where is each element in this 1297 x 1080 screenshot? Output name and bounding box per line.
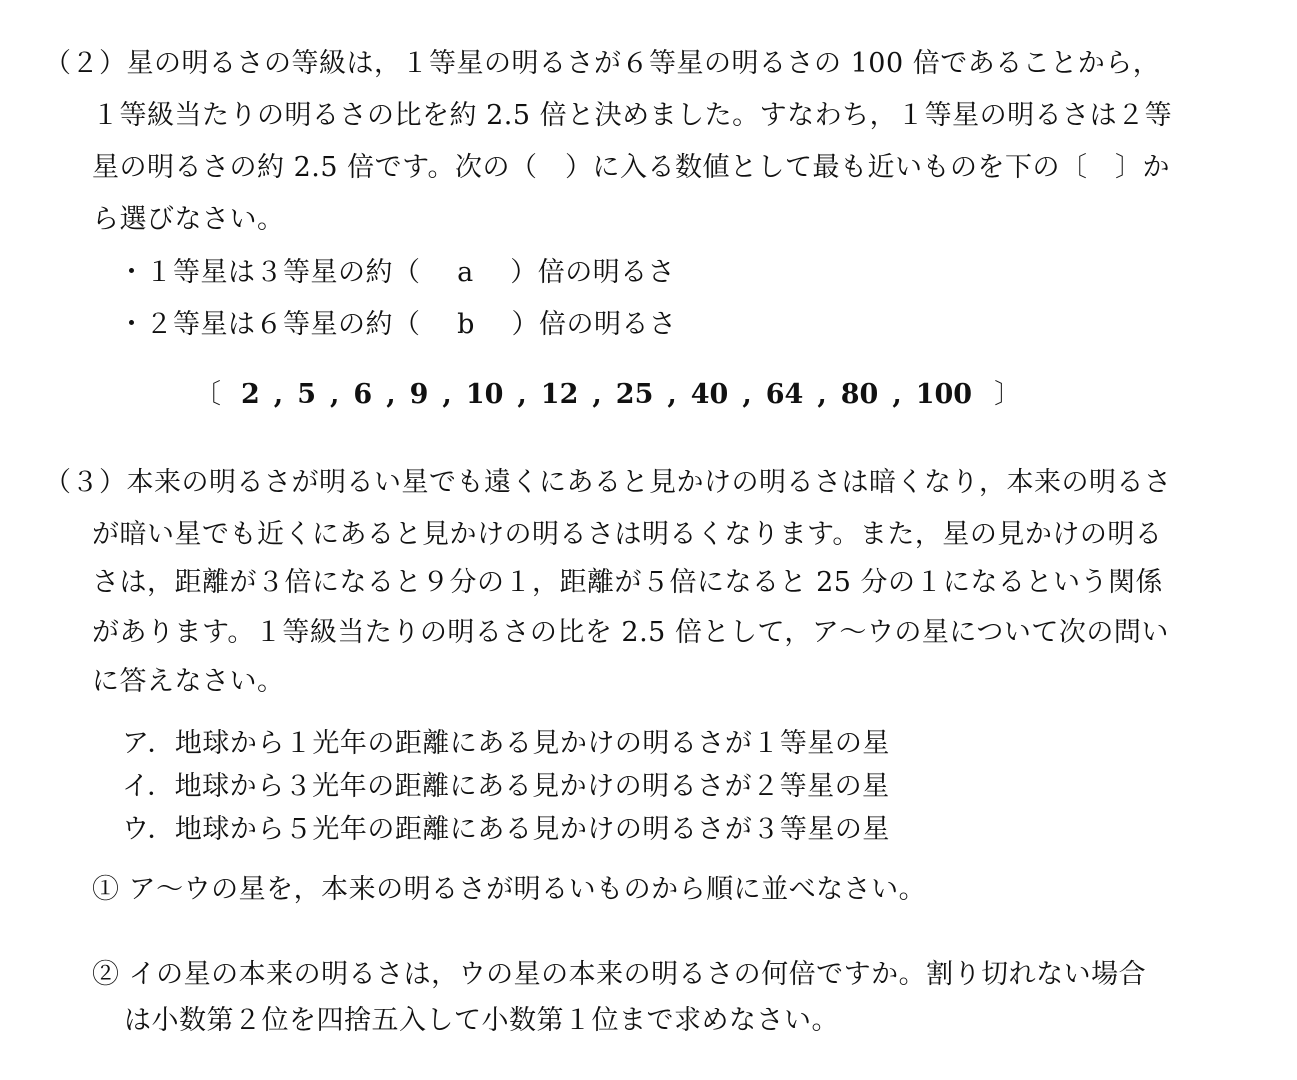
q2-line-1: （２）星の明るさの等級は，１等星の明るさが６等星の明るさの 100 倍であることから， (44, 48, 1161, 79)
q2-line-4: ら選びなさい。 (92, 204, 285, 235)
choice-item: 80 (840, 379, 879, 410)
choice-item: 9 (409, 379, 429, 410)
q3-line-2: が暗い星でも近くにあると見かけの明るさは明るくなります。また，星の見かけの明る (92, 519, 1163, 550)
choice-separator: , (386, 379, 396, 410)
choice-item: 5 (297, 379, 316, 410)
q3-subquestion-2-line-1: ② イの星の本来の明るさは，ウの星の本来の明るさの何倍ですか。割り切れない場合 (92, 959, 1147, 990)
q3-line-1: （３）本来の明るさが明るい星でも遠くにあると見かけの明るさは暗くなり，本来の明るさ (44, 467, 1172, 498)
choice-bracket-open: 〔 (194, 379, 221, 410)
q3-subquestion-2-line-2: は小数第２位を四捨五入して小数第１位まで求めなさい。 (124, 1005, 839, 1036)
q2-line-2: １等級当たりの明るさの比を約 2.5 倍と決めました。すなわち，１等星の明るさは２等 (92, 100, 1173, 131)
choice-separator: , (330, 379, 340, 410)
choice-separator: , (817, 379, 827, 410)
q3-line-5: に答えなさい。 (92, 666, 285, 697)
choice-item: 2 (241, 379, 260, 410)
choice-item: 25 (615, 379, 654, 410)
q3-line-3: さは，距離が３倍になると９分の１，距離が５倍になると 25 分の１になるという関係 (92, 567, 1164, 598)
q2-bullet-a: ・１等星は３等星の約（ a ）倍の明るさ (118, 257, 676, 288)
choice-separator: , (592, 379, 602, 410)
choice-item: 10 (465, 379, 504, 410)
choice-separator: , (273, 379, 284, 410)
q3-star-i: イ．地球から３光年の距離にある見かけの明るさが２等星の星 (122, 771, 890, 802)
choice-separator: , (892, 379, 902, 410)
q3-star-a: ア．地球から１光年の距離にある見かけの明るさが１等星の星 (122, 728, 890, 759)
q3-star-u: ウ．地球から５光年の距離にある見かけの明るさが３等星の星 (122, 814, 890, 845)
choice-bracket-close: 〕 (994, 379, 1022, 410)
choice-separator: , (442, 379, 452, 410)
choice-separator: , (742, 379, 752, 410)
choice-separator: , (517, 379, 527, 410)
choice-item: 12 (540, 379, 579, 410)
q2-choice-list (194, 378, 1021, 412)
choice-item: 64 (765, 379, 804, 410)
q2-bullet-b: ・２等星は６等星の約（ b ）倍の明るさ (118, 309, 677, 340)
q2-line-3: 星の明るさの約 2.5 倍です。次の（ ）に入る数値として最も近いものを下の〔 〕か (92, 152, 1170, 183)
q3-line-4: があります。１等級当たりの明るさの比を 2.5 倍として，ア～ウの星について次の問い (92, 617, 1169, 648)
choice-item: 100 (915, 379, 973, 410)
choice-item: 40 (690, 379, 729, 410)
q3-subquestion-1: ① ア～ウの星を，本来の明るさが明るいものから順に並べなさい。 (92, 874, 927, 905)
choice-item: 6 (353, 379, 373, 410)
choice-separator: , (667, 379, 677, 410)
